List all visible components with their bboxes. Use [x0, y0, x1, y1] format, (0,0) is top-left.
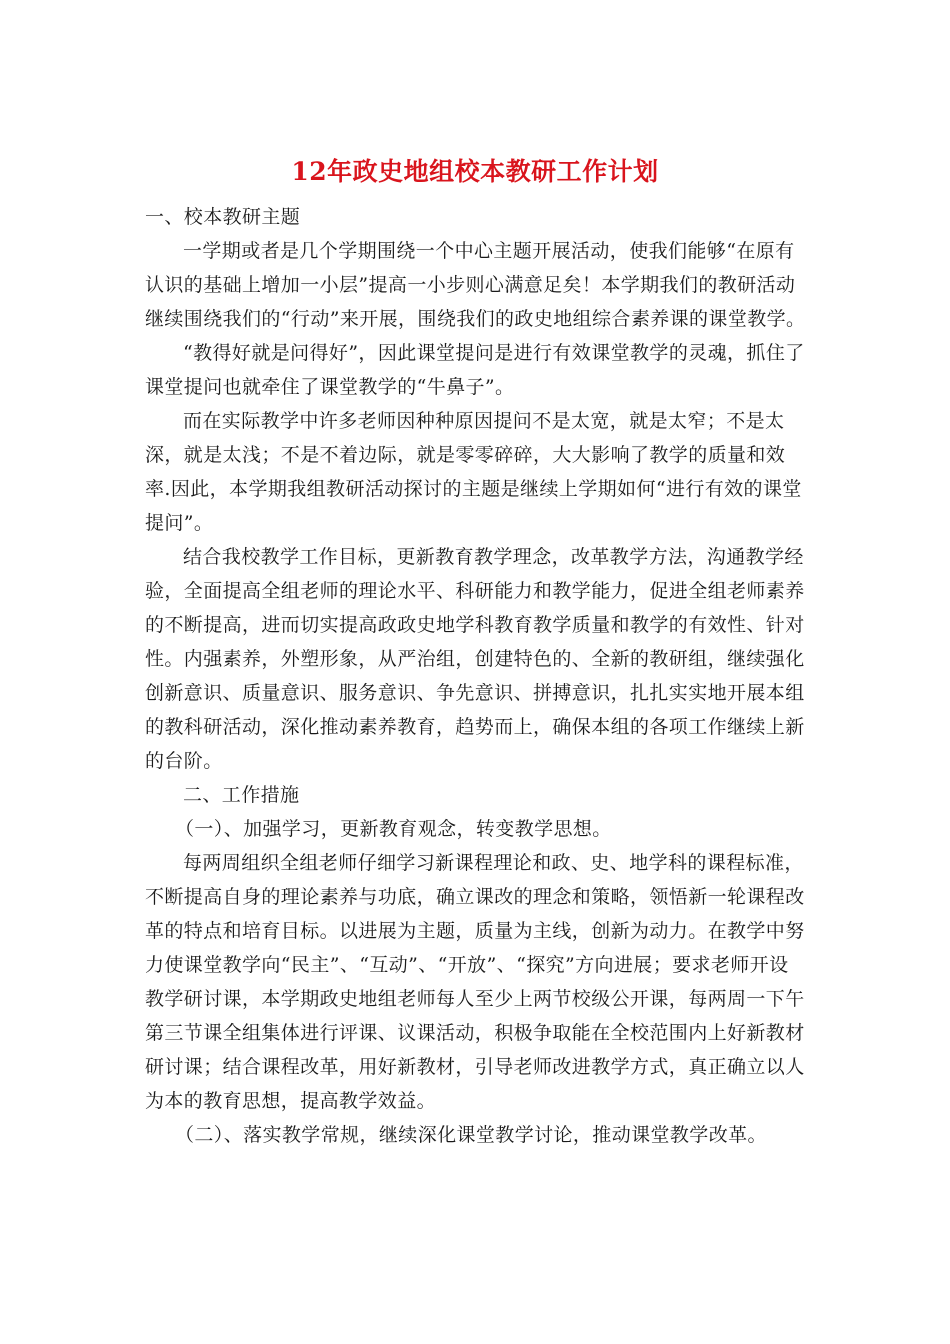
subsection-heading-2: （二）、落实教学常规，继续深化课堂教学讨论，推动课堂教学改革。	[175, 1124, 767, 1146]
paragraph: “教得好就是问得好”，因此课堂提问是进行有效课堂教学的灵魂，抓住了课堂提问也就牵住了课堂教学的“牛鼻子”。	[145, 342, 805, 398]
paragraph: 每两周组织全组老师仔细学习新课程理论和政、史、地学科的课程标准，不断提高自身的理论素养与功底，确立课改的理念和策略，领悟新一轮课程改革的特点和培育目标。以进展为主题，质量为主线，创新为动力。在教学中努力使课堂教学向“民主”、“互动”、“开放”、“探究”方向进展；要求老师开设教学研讨课，本学期政史地组老师每人至少上两节校级公开课，每两周一下午第三节课全组集体进行评课、议课活动，积极争取能在全校范围内上好新教材研讨课；结合课程改革，用好新教材，引导老师改进教学方式，真正确立以人为本的教育思想，提高教学效益。	[145, 852, 805, 1112]
subsection-heading-1: （一）、加强学习，更新教育观念，转变教学思想。	[175, 818, 612, 840]
paragraph: 结合我校教学工作目标，更新教育教学理念，改革教学方法，沟通教学经验，全面提高全组老师的理论水平、科研能力和教学能力，促进全组老师素养的不断提高，进而切实提高政政史地学科教育教学质量和教学的有效性、针对性。内强素养，外塑形象，从严治组，创建特色的、全新的教研组，继续强化创新意识、质量意识、服务意识、争先意识、拼搏意识，扎扎实实地开展本组的教科研活动，深化推动素养教育，趋势而上，确保本组的各项工作继续上新的台阶。	[145, 546, 805, 772]
section-heading-theme: 一、校本教研主题	[145, 206, 301, 228]
document-title: 12年政史地组校本教研工作计划	[291, 157, 659, 186]
paragraph: 而在实际教学中许多老师因种种原因提问不是太宽，就是太窄；不是太深，就是太浅；不是不着边际，就是零零碎碎，大大影响了教学的质量和效率.因此，本学期我组教研活动探讨的主题是继续上学期如何“进行有效的课堂提问”。	[145, 410, 802, 534]
paragraph: 一学期或者是几个学期围绕一个中心主题开展活动，使我们能够“在原有认识的基础上增加一小层”提高一小步则心满意足矣！本学期我们的教研活动继续围绕我们的“行动”来开展，围绕我们的政史地组综合素养课的课堂教学。	[145, 240, 806, 330]
document-body	[145, 200, 807, 1152]
section-heading-measures: 二、工作措施	[183, 784, 300, 806]
